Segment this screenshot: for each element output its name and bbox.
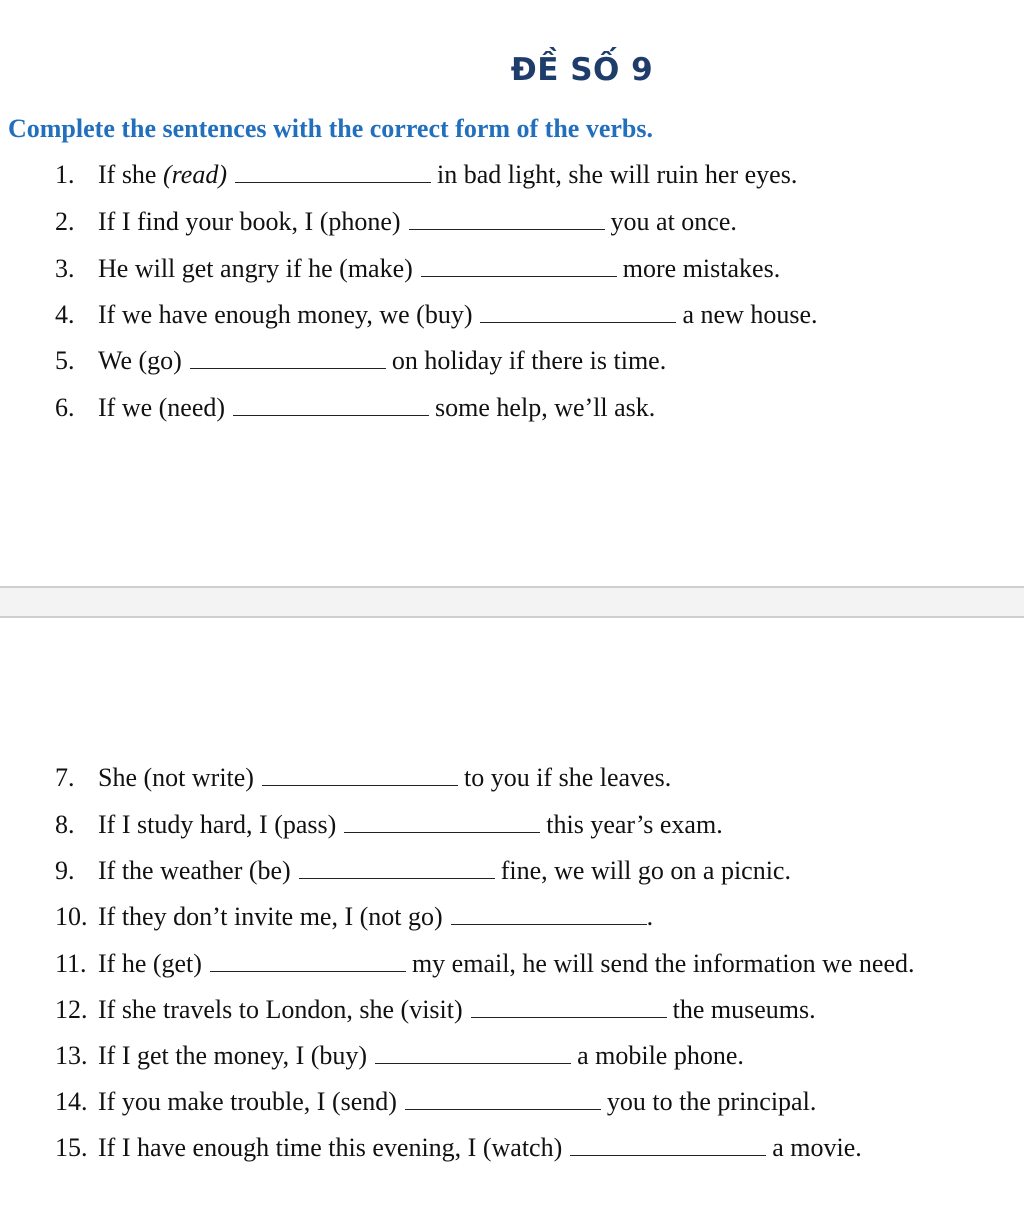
item-verb: (buy): [416, 300, 473, 329]
item-number: 14.: [55, 1087, 88, 1116]
item-verb: (be): [248, 856, 291, 885]
item-text-before: If we have enough money, we: [98, 300, 410, 329]
answer-blank[interactable]: [451, 902, 647, 925]
page-title: ĐỀ SỐ 9: [510, 52, 654, 88]
item-number: 6.: [55, 393, 75, 422]
document-page-1: [0, 0, 1024, 588]
answer-blank[interactable]: [210, 949, 406, 972]
item-number: 7.: [55, 763, 75, 792]
item-text-after: more mistakes.: [622, 254, 781, 283]
item-text-before: If I study hard, I: [98, 810, 268, 839]
answer-blank[interactable]: [235, 160, 431, 183]
item-number: 13.: [55, 1041, 88, 1070]
item-verb: (need): [158, 393, 226, 422]
item-text-after: you to the principal.: [606, 1087, 817, 1116]
item-verb: (not go): [359, 902, 443, 931]
item-number: 15.: [55, 1133, 88, 1162]
item-text-before: If she: [98, 160, 157, 189]
item-text-before: If I find your book, I: [98, 207, 314, 236]
item-text-after: in bad light, she will ruin her eyes.: [437, 160, 798, 189]
item-text-after: some help, we’ll ask.: [435, 393, 656, 422]
item-number: 8.: [55, 810, 75, 839]
answer-blank[interactable]: [299, 856, 495, 879]
item-text-before: He will get angry if he: [98, 254, 333, 283]
item-text-before: If the weather: [98, 856, 243, 885]
item-verb: (read): [162, 160, 227, 189]
item-verb: (buy): [310, 1041, 368, 1070]
item-text-before: She: [98, 763, 137, 792]
answer-blank[interactable]: [405, 1087, 601, 1110]
answer-blank[interactable]: [471, 995, 667, 1018]
item-text-before: If they don’t invite me, I: [98, 902, 354, 931]
item-number: 2.: [55, 207, 75, 236]
item-text-after: a movie.: [772, 1133, 862, 1162]
item-text-after: my email, he will send the information we need.: [411, 949, 915, 978]
document-page-2: [0, 618, 1024, 1211]
item-verb: (phone): [319, 207, 401, 236]
item-text-before: If we: [98, 393, 153, 422]
answer-blank[interactable]: [233, 393, 429, 416]
exercise-instruction: Complete the sentences with the correct form of the verbs.: [8, 114, 653, 143]
item-text-after: a new house.: [682, 300, 818, 329]
page-break: [0, 586, 1024, 618]
item-text-before: If he: [98, 949, 147, 978]
item-verb: (make): [339, 254, 413, 283]
item-verb: (go): [138, 346, 182, 375]
item-number: 5.: [55, 346, 75, 375]
item-text-before: If she travels to London, she: [98, 995, 395, 1024]
item-verb: (get): [152, 949, 202, 978]
answer-blank[interactable]: [375, 1041, 571, 1064]
item-number: 4.: [55, 300, 75, 329]
item-number: 12.: [55, 995, 88, 1024]
item-text-after: a mobile phone.: [577, 1041, 744, 1070]
item-verb: (visit): [400, 995, 463, 1024]
answer-blank[interactable]: [344, 810, 540, 833]
answer-blank[interactable]: [409, 207, 605, 230]
answer-blank[interactable]: [570, 1133, 766, 1156]
item-verb: (not write): [143, 763, 254, 792]
item-text-after: this year’s exam.: [546, 810, 723, 839]
item-text-after: the museums.: [672, 995, 816, 1024]
answer-blank[interactable]: [190, 346, 386, 369]
item-number: 3.: [55, 254, 75, 283]
item-number: 11.: [55, 949, 87, 978]
item-verb: (watch): [482, 1133, 563, 1162]
item-text-after: you at once.: [610, 207, 737, 236]
item-text-after: .: [646, 902, 654, 931]
item-text-after: on holiday if there is time.: [391, 346, 667, 375]
item-text-before: If I get the money, I: [98, 1041, 305, 1070]
item-number: 10.: [55, 902, 88, 931]
item-text-after: to you if she leaves.: [463, 763, 672, 792]
item-verb: (pass): [274, 810, 337, 839]
answer-blank[interactable]: [262, 763, 458, 786]
item-number: 1.: [55, 160, 75, 189]
item-verb: (send): [331, 1087, 397, 1116]
answer-blank[interactable]: [421, 254, 617, 277]
item-text-before: We: [98, 346, 132, 375]
answer-blank[interactable]: [480, 300, 676, 323]
item-text-after: fine, we will go on a picnic.: [500, 856, 791, 885]
item-text-before: If you make trouble, I: [98, 1087, 326, 1116]
item-text-before: If I have enough time this evening, I: [98, 1133, 477, 1162]
item-number: 9.: [55, 856, 75, 885]
